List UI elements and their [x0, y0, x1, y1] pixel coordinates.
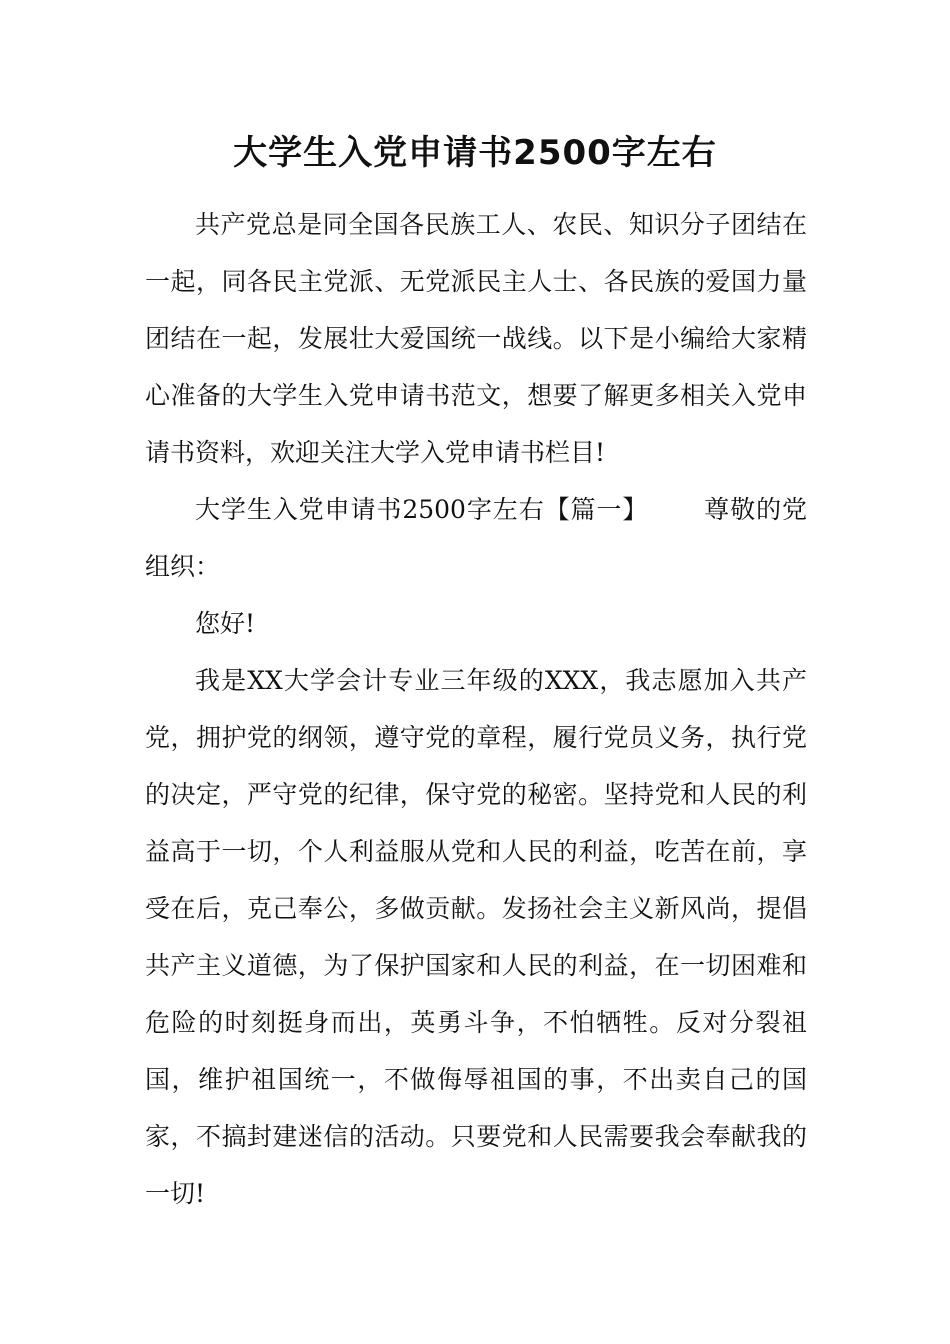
document-body: [145, 196, 807, 1222]
salutation: 尊敬的党组织：: [145, 495, 807, 581]
body-paragraph: 我是XX大学会计专业三年级的XXX，我志愿加入共产党，拥护党的纲领，遵守党的章程，履行党员义务，执行党的决定，严守党的纪律，保守党的秘密。坚持党和人民的利益高于一切，个人利益服从党和人民的利益，吃苦在前，享受在后，克己奉公，多做贡献。发扬社会主义新风尚，提倡共产主义道德，为了保护国家和人民的利益，在一切困难和危险的时刻挺身而出，英勇斗争，不怕牺牲。反对分裂祖国，维护祖国统一，不做侮辱祖国的事，不出卖自己的国家，不搞封建迷信的活动。只要党和人民需要我会奉献我的一切!: [145, 666, 807, 1208]
greeting-paragraph: 您好!: [195, 609, 256, 638]
section-heading-paragraph: [145, 481, 807, 595]
section-heading: 大学生入党申请书2500字左右【篇一】: [195, 495, 649, 524]
page-title: 大学生入党申请书2500字左右: [233, 133, 717, 173]
intro-paragraph: 共产党总是同全国各民族工人、农民、知识分子团结在一起，同各民主党派、无党派民主人士、各民族的爱国力量团结在一起，发展壮大爱国统一战线。以下是小编给大家精心准备的大学生入党申请书范文，想要了解更多相关入党申请书资料，欢迎关注大学入党申请书栏目!: [145, 210, 807, 467]
